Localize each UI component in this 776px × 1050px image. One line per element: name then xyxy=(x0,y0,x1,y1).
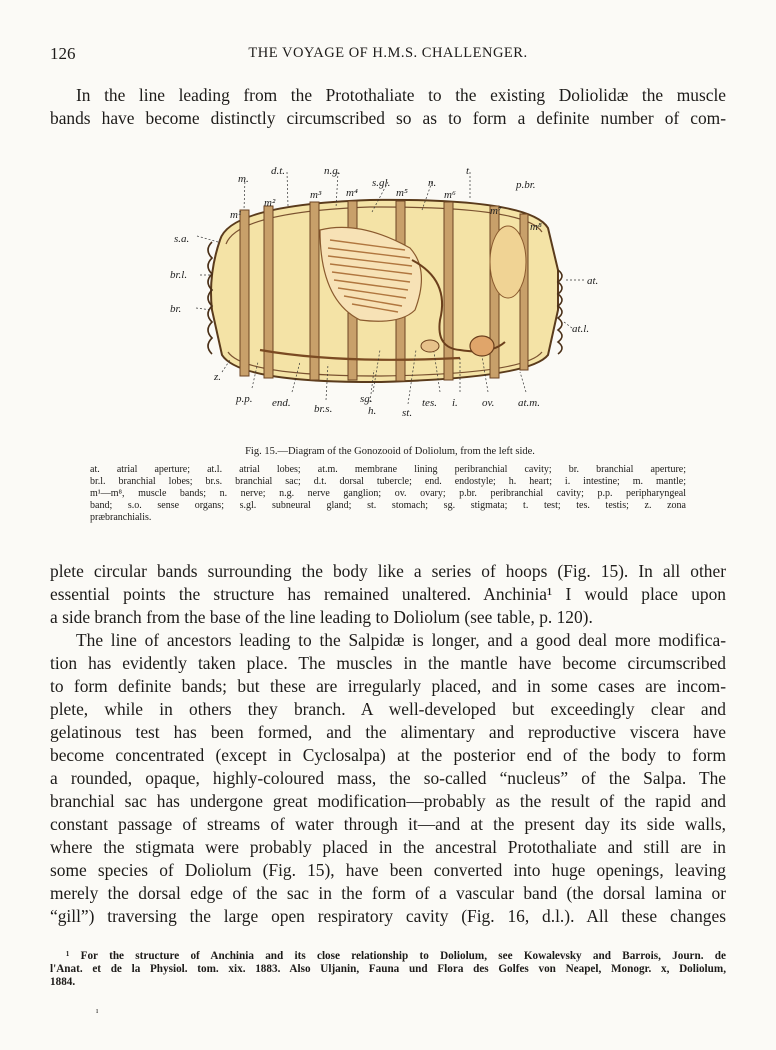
body-line: plete, while in others they branch. A well-developed but exceedingly clear and xyxy=(50,699,726,719)
label-m2: m² xyxy=(264,197,276,209)
label-pp: p.p. xyxy=(236,393,253,405)
label-m8: m⁸ xyxy=(530,221,542,233)
label-m1: m¹ xyxy=(230,209,242,221)
body-line: “gill”) traversing the large open respiratory cavity (Fig. 16, d.l.). All these changes xyxy=(50,906,726,926)
figure-legend-line: at. atrial aperture; at.l. atrial lobes; at.m. membrane lining peribranchial cavity; br. branchial aperture; xyxy=(90,464,686,475)
label-m: m. xyxy=(238,173,249,185)
label-i: i. xyxy=(452,397,458,409)
label-sa: s.a. xyxy=(174,233,190,245)
label-brl: br.l. xyxy=(170,269,188,281)
label-m7: m⁷ xyxy=(490,205,502,217)
body-line: a side branch from the base of the line leading to Doliolum (see table, p. 120). xyxy=(50,607,593,627)
label-h: h. xyxy=(368,405,377,417)
figure-caption: Fig. 15.—Diagram of the Gonozooid of Doliolum, from the left side. xyxy=(245,446,535,457)
label-tes: tes. xyxy=(422,397,437,409)
figure-legend-line: br.l. branchial lobes; br.s. branchial sac; d.t. dorsal tubercle; end. endostyle; h. heart; i. intestine; m. mantle; xyxy=(90,476,686,487)
stomach xyxy=(421,340,439,352)
label-sg: sg. xyxy=(360,393,373,405)
ovary xyxy=(470,336,494,356)
atrial-lobes xyxy=(558,270,562,354)
body-line: gelatinous test has been formed, and the alimentary and reproductive viscera have xyxy=(50,722,726,742)
body-line: a rounded, opaque, highly-coloured mass, the so-called “nucleus” of the Salpa. The xyxy=(50,768,726,788)
label-m3: m³ xyxy=(310,189,322,201)
label-atl: at.l. xyxy=(572,323,590,335)
body-line: plete circular bands surrounding the body like a series of hoops (Fig. 15). In all other xyxy=(50,561,726,581)
label-t: t xyxy=(466,165,470,177)
label-at: at. xyxy=(587,275,599,287)
label-m5: m⁵ xyxy=(396,187,408,199)
gonozooid-illustration xyxy=(160,150,620,428)
label-ng: n.g. xyxy=(324,165,341,177)
body-line: The line of ancestors leading to the Salpidæ is longer, and a good deal more modifica- xyxy=(76,630,726,650)
figure-legend-line: m¹—m⁸, muscle bands; n. nerve; n.g. nerve ganglion; ov. ovary; p.br. peribranchial cavity; p.p. peripharyngeal xyxy=(90,488,686,499)
footnote-line: l'Anat. et de la Physiol. tom. xix. 1883. Also Uljanin, Fauna und Flora des Golfes von Neapel, Monogr. x, Doliolum, xyxy=(50,963,726,975)
page-number: 126 xyxy=(50,44,76,63)
footnote-line: 1884. xyxy=(50,976,76,988)
body-line: bands have become distinctly circumscribed so as to form a definite number of com- xyxy=(50,108,726,128)
figure-gonozooid-diagram xyxy=(160,150,620,428)
body-line: to form definite bands; but these are irregularly placed, and in some cases are incom- xyxy=(50,676,726,696)
label-st: st. xyxy=(402,407,413,419)
running-head: THE VOYAGE OF H.M.S. CHALLENGER. xyxy=(248,45,528,61)
label-n: n. xyxy=(428,177,437,189)
body-line: branchial sac has undergone great modification—probably as the result of the rapid and xyxy=(50,791,726,811)
figure-legend-line: præbranchialis. xyxy=(90,512,152,523)
page-header xyxy=(50,44,726,66)
body-line: where the stigmata were probably placed in the ancestral Protothaliate and still are in xyxy=(50,837,726,857)
body-line: constant passage of streams of water through it—and at the present day its side walls, xyxy=(50,814,726,834)
label-pbr: p.br. xyxy=(516,179,536,191)
label-dt: d.t. xyxy=(271,165,286,177)
figure-legend-line: band; s.o. sense organs; s.gl. subneural gland; st. stomach; sg. stigmata; t. test; tes. testis; z. zona xyxy=(90,500,686,511)
label-z: z. xyxy=(214,371,222,383)
body-line: tion has evidently taken place. The muscles in the mantle have become circumscribed xyxy=(50,653,726,673)
body-line: some species of Doliolum (Fig. 15), have been converted into huge openings, leaving xyxy=(50,860,726,880)
stray-mark: ı xyxy=(96,1006,99,1015)
label-sgl: s.gl. xyxy=(372,177,391,189)
label-brs: br.s. xyxy=(314,403,333,415)
body-line: merely the dorsal edge of the sac in the form of a vascular band (the dorsal lamina or xyxy=(50,883,726,903)
body-line: In the line leading from the Protothaliate to the existing Doliolidæ the muscle xyxy=(76,85,726,105)
body-line: essential points the structure has remained unaltered. Anchinia¹ I would place upon xyxy=(50,584,726,604)
body-line: become concentrated (except in Cyclosalpa) at the posterior end of the body to form xyxy=(50,745,726,765)
label-atm: at.m. xyxy=(518,397,540,409)
label-end: end. xyxy=(272,397,291,409)
label-ov: ov. xyxy=(482,397,495,409)
label-br: br. xyxy=(170,303,182,315)
label-m4: m⁴ xyxy=(346,187,358,199)
peribranchial-cavity xyxy=(490,226,526,298)
footnote-line: ¹ For the structure of Anchinia and its close relationship to Doliolum, see Kowalevsky and Barrois, Journ. de xyxy=(66,950,726,962)
label-m6: m⁶ xyxy=(444,189,456,201)
